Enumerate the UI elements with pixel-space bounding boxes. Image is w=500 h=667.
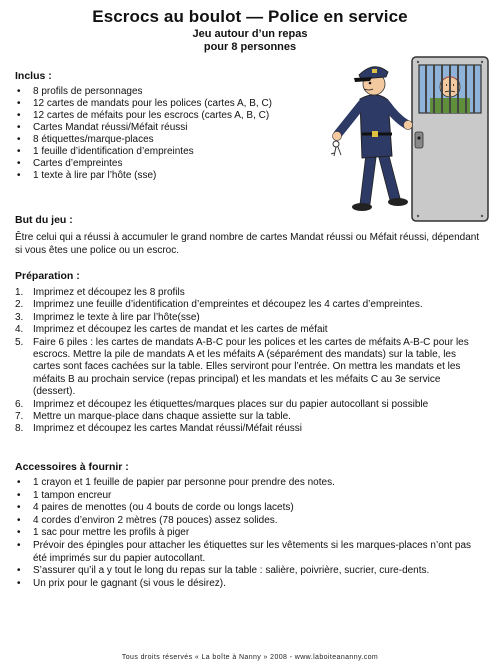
item-number: 1.	[15, 287, 24, 298]
list-item-text: Un prix pour le gagnant (si vous le désirez).	[33, 577, 226, 589]
list-item	[15, 411, 485, 423]
bullet-icon: •	[17, 86, 21, 97]
list-item-text: Prévoir des épingles pour attacher les étiquettes sur les vêtements si les marques-places n’ont pas été imprimés sur du papier autocollant.	[33, 539, 472, 564]
bullet-icon: •	[17, 134, 21, 145]
accessoires-list	[15, 477, 485, 590]
inclus-list	[15, 86, 330, 182]
bullet-icon: •	[17, 539, 21, 551]
bullet-icon: •	[17, 527, 21, 539]
list-item-text: 8 profils de personnages	[33, 86, 143, 97]
list-item-text: Imprimez et découpez les cartes Mandat réussi/Méfait réussi	[33, 423, 302, 435]
keys-icon	[331, 141, 341, 156]
accessoires-heading: Accessoires à fournir :	[15, 461, 129, 473]
list-item	[15, 337, 485, 399]
subtitle-line-1: Jeu autour d’un repas	[192, 28, 308, 40]
bullet-icon: •	[17, 110, 21, 121]
list-item-text: 1 sac pour mettre les profils à piger	[33, 527, 190, 539]
list-item	[15, 527, 485, 540]
list-item	[15, 134, 330, 146]
list-item-text: Faire 6 piles : les cartes de mandats A-B-C pour les polices et les cartes de méfaits A-B-C pour les escrocs. Mettre la pile de mandats A et les méfaits A (séparément des mandats) sur la table, les cartes sont faces cachées sur la table. Elles serviront pour l’entrée. On mettra les mandats et les méfaits B au prochain service (repas principal) et les mandats et les méfaits C au 3e service (dessert).	[33, 336, 469, 398]
list-item-text: Mettre un marque-place dans chaque assiette sur la table.	[33, 411, 291, 423]
item-number: 7.	[15, 411, 24, 423]
item-number: 6.	[15, 398, 24, 410]
list-item	[15, 312, 485, 324]
bullet-icon: •	[17, 502, 21, 514]
list-item-text: Imprimez et découpez les étiquettes/marques places sur du papier autocollant si possible	[33, 398, 429, 410]
bullet-icon: •	[17, 98, 21, 109]
jail-door	[412, 57, 488, 221]
list-item-text: 12 cartes de méfaits pour les escrocs (cartes A, B, C)	[33, 110, 270, 121]
bullet-icon: •	[17, 514, 21, 526]
list-item	[15, 540, 485, 565]
list-item	[15, 515, 485, 528]
list-item	[15, 170, 330, 182]
list-item-text: Cartes d’empreintes	[33, 158, 123, 169]
preparation-heading: Préparation :	[15, 270, 80, 282]
bullet-icon: •	[17, 146, 21, 157]
list-item	[15, 565, 485, 578]
list-item	[15, 287, 485, 299]
list-item-text: 1 tampon encreur	[33, 489, 112, 501]
item-number: 5.	[15, 336, 24, 348]
list-item	[15, 324, 485, 336]
list-item-text: Imprimez et découpez les 8 profils	[33, 287, 185, 298]
list-item-text: 1 feuille d’identification d’empreintes	[33, 146, 194, 157]
list-item-text: Imprimez une feuille d’identification d’empreintes et découpez les 4 cartes d’empreintes.	[33, 299, 423, 311]
page-title: Escrocs au boulot — Police en service	[92, 7, 408, 26]
list-item-text: 4 paires de menottes (ou 4 bouts de corde ou longs lacets)	[33, 502, 294, 514]
list-item-text: 1 texte à lire par l’hôte (sse)	[33, 170, 157, 181]
bullet-icon: •	[17, 122, 21, 133]
footer-copyright: Tous droits réservés « La boîte à Nanny » 2008 - www.laboiteananny.com	[121, 654, 379, 661]
list-item	[15, 477, 485, 490]
list-item	[15, 399, 485, 411]
list-item	[15, 158, 330, 170]
bullet-icon: •	[17, 158, 21, 169]
policeman-figure	[331, 67, 413, 211]
item-number: 2.	[15, 299, 24, 311]
list-item	[15, 299, 485, 311]
list-item-text: Cartes Mandat réussi/Méfait réussi	[33, 122, 188, 133]
list-item-text: S’assurer qu’il a y tout le long du repas sur la table : salière, poivrière, sucrier, cure-dents.	[33, 565, 430, 577]
preparation-list	[15, 287, 485, 436]
list-item	[15, 122, 330, 134]
list-item-text: 4 cordes d’environ 2 mètres (78 pouces) assez solides.	[33, 514, 278, 526]
bullet-icon: •	[17, 489, 21, 501]
police-and-jail-illustration	[326, 54, 492, 224]
list-item-text: 1 crayon et 1 feuille de papier par personne pour prendre des notes.	[33, 477, 335, 488]
list-item	[15, 146, 330, 158]
subtitle-line-2: pour 8 personnes	[203, 41, 297, 53]
item-number: 4.	[15, 324, 24, 336]
bullet-icon: •	[17, 565, 21, 577]
bullet-icon: •	[17, 477, 21, 488]
list-item	[15, 490, 485, 503]
list-item-text: 12 cartes de mandats pour les polices (cartes A, B, C)	[33, 98, 272, 109]
list-item-text: 8 étiquettes/marque-places	[33, 134, 154, 145]
list-item-text: Imprimez le texte à lire par l’hôte(sse)	[33, 311, 200, 323]
bullet-icon: •	[17, 577, 21, 589]
list-item	[15, 423, 485, 435]
list-item	[15, 86, 330, 98]
list-item	[15, 98, 330, 110]
list-item	[15, 502, 485, 515]
item-number: 8.	[15, 423, 24, 435]
but-heading: But du jeu :	[15, 214, 73, 226]
list-item	[15, 578, 485, 591]
list-item	[15, 110, 330, 122]
inclus-heading: Inclus :	[15, 70, 52, 82]
but-text: Être celui qui a réussi à accumuler le grand nombre de cartes Mandat réussi ou Méfait réussi, dépendant si vous êtes une police ou un escroc.	[15, 232, 480, 256]
item-number: 3.	[15, 311, 24, 323]
bullet-icon: •	[17, 170, 21, 181]
list-item-text: Imprimez et découpez les cartes de mandat et les cartes de méfait	[33, 324, 328, 336]
